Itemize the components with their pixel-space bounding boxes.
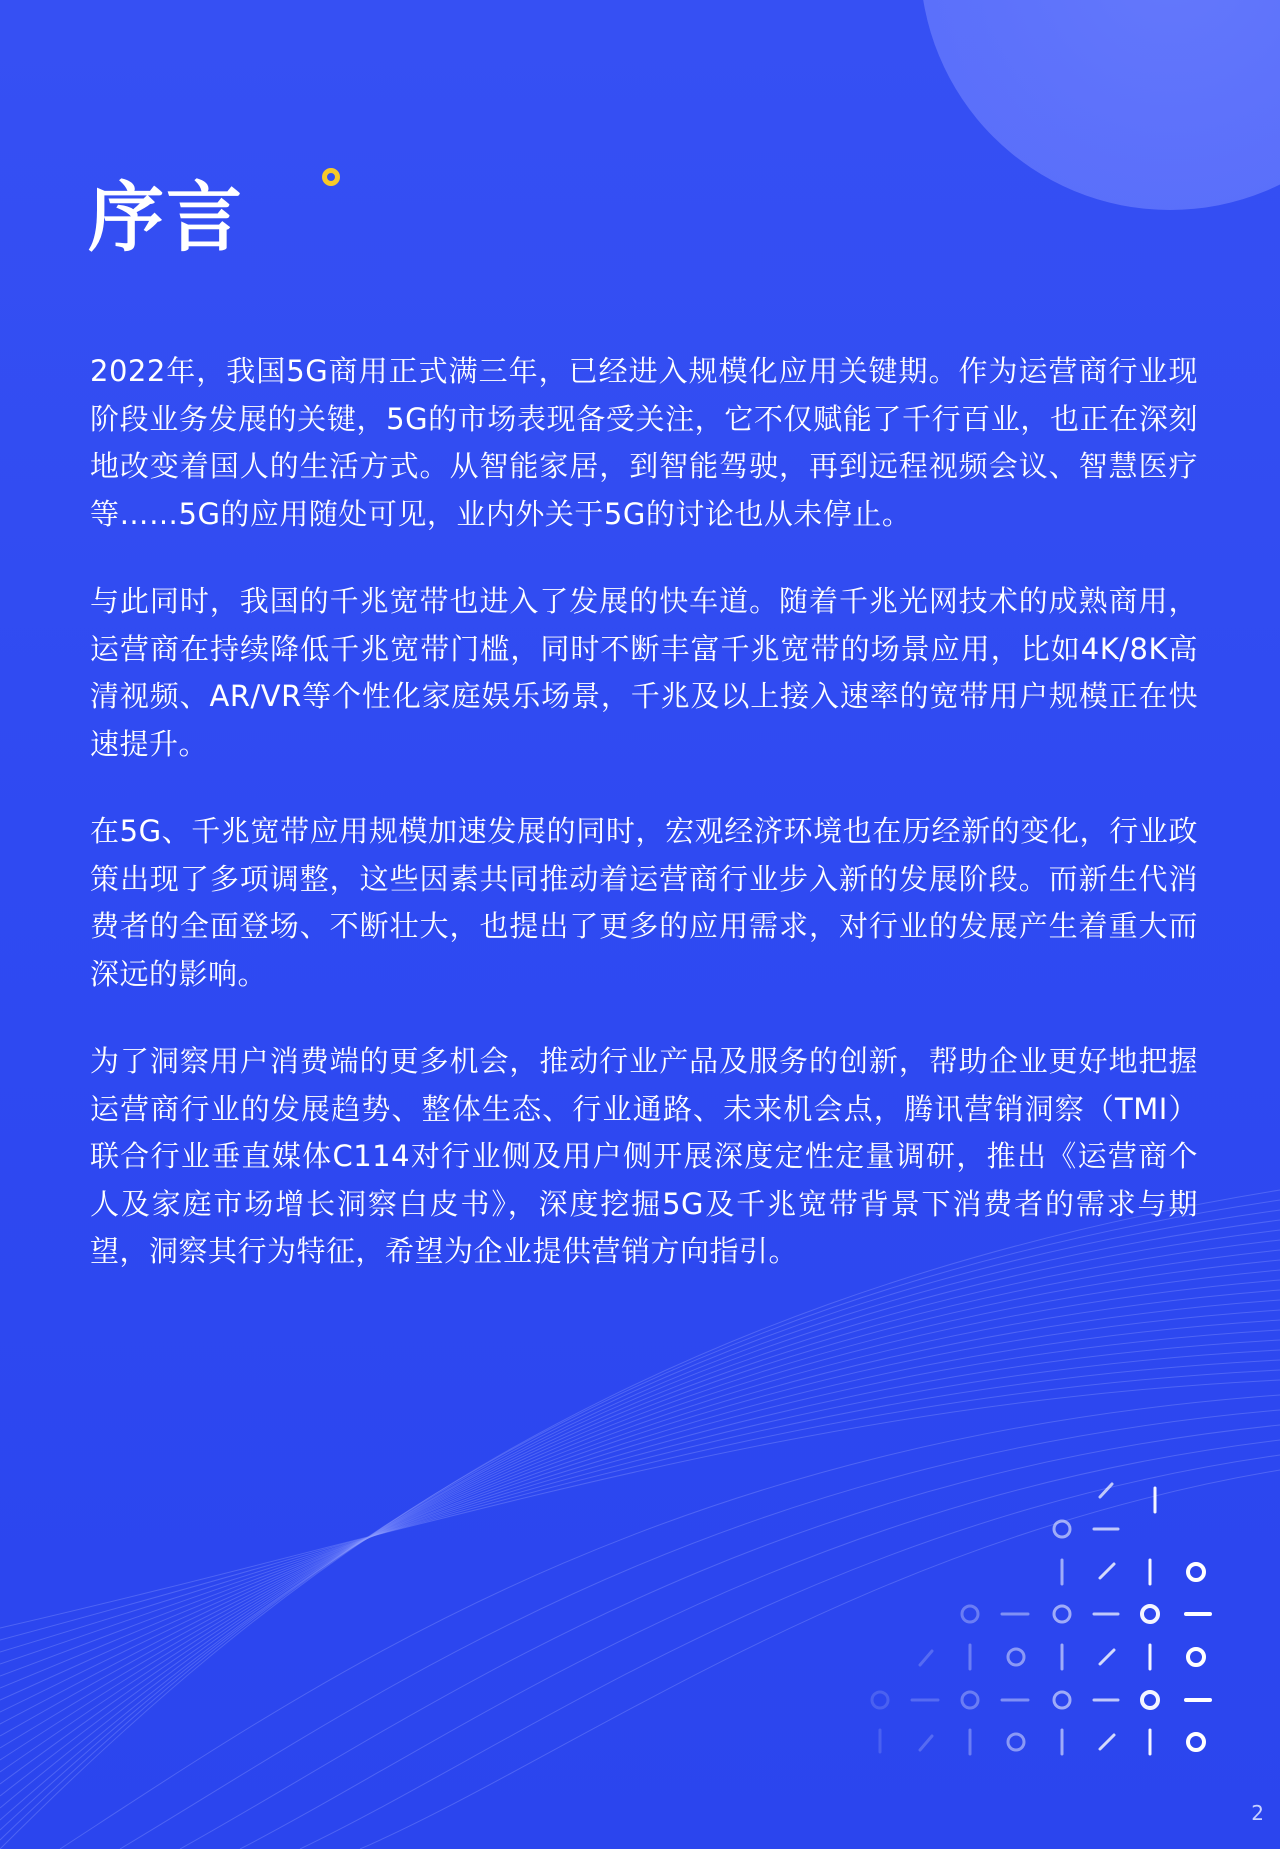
- paragraph-1: 2022年，我国5G商用正式满三年，已经进入规模化应用关键期。作为运营商行业现阶段业务发展的关键，5G的市场表现备受关注，它不仅赋能了千行百业，也正在深刻地改变着国人的生活方式。从智能家居，到智能驾驶，再到远程视频会议、智慧医疗等……5G的应用随处可见，业内外关于5G的讨论也从未停止。: [90, 354, 1198, 531]
- paragraph-4: 为了洞察用户消费端的更多机会，推动行业产品及服务的创新，帮助企业更好地把握运营商行业的发展趋势、整体生态、行业通路、未来机会点，腾讯营销洞察（TMI）联合行业垂直媒体C114对行业侧及用户侧开展深度定性定量调研，推出《运营商个人及家庭市场增长洞察白皮书》，深度挖掘5G及千兆宽带背景下消费者的需求与期望，洞察其行为特征，希望为企业提供营销方向指引。: [90, 1044, 1198, 1268]
- page-title: 序言: [88, 173, 244, 262]
- title-block: [88, 168, 244, 278]
- grid-decoration: [872, 1484, 1210, 1754]
- paragraph-2: 与此同时，我国的千兆宽带也进入了发展的快车道。随着千兆光网技术的成熟商用，运营商在持续降低千兆宽带门槛，同时不断丰富千兆宽带的场景应用，比如4K/8K高清视频、AR/VR等个性化家庭娱乐场景，千兆及以上接入速率的宽带用户规模正在快速提升。: [90, 584, 1198, 761]
- paragraph-3: 在5G、千兆宽带应用规模加速发展的同时，宏观经济环境也在历经新的变化，行业政策出现了多项调整，这些因素共同推动着运营商行业步入新的发展阶段。而新生代消费者的全面登场、不断壮大，也提出了更多的应用需求，对行业的发展产生着重大而深远的影响。: [90, 814, 1198, 991]
- page-number: 2: [1251, 1801, 1264, 1825]
- accent-circle-icon: [322, 168, 340, 186]
- body-text: [90, 348, 1198, 1316]
